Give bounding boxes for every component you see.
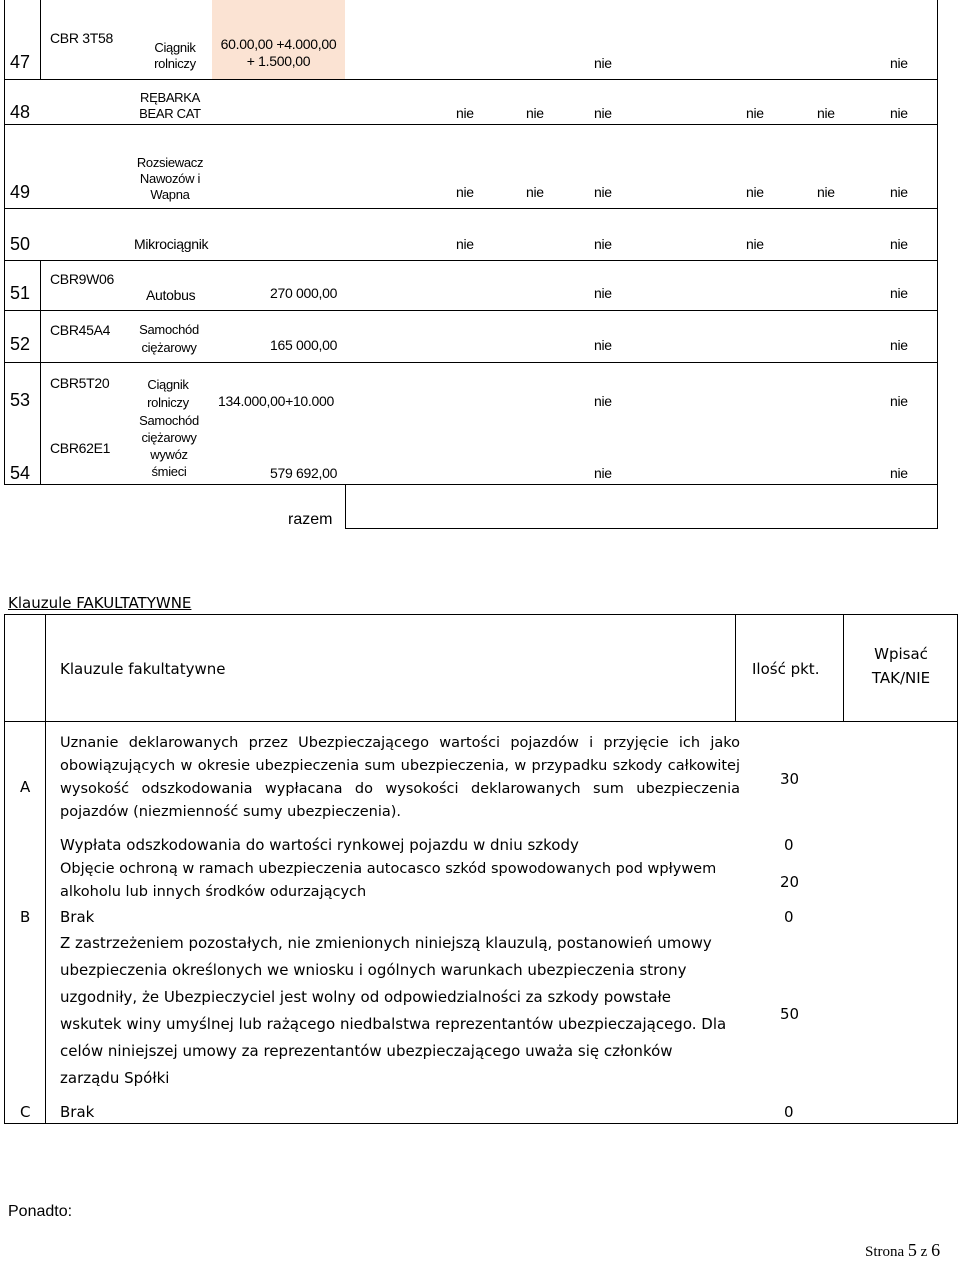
vehicle-type: RĘBARKA BEAR CAT [139, 90, 201, 121]
cell-nie: nie [594, 393, 612, 409]
cell-nie: nie [817, 105, 835, 121]
cell-nie: nie [890, 337, 908, 353]
row-number: 53 [10, 390, 31, 410]
cell-nie: nie [817, 184, 835, 200]
ponadto-label: Ponadto: [8, 1203, 73, 1220]
page-number [865, 1240, 940, 1261]
section-title: Klauzule FAKULTATYWNE [8, 594, 192, 612]
page-sep: z [920, 1244, 928, 1260]
cell-nie: nie [456, 105, 474, 121]
vehicle-type: Ciągnik rolniczy [154, 40, 196, 71]
clause-option-text: Brak [60, 908, 95, 926]
row-number: 48 [10, 102, 31, 122]
clause-option-text: Objęcie ochroną w ramach ubezpieczenia autocasco szkód spowodowanych pod wpływem alkoholu lub innych środków odurzających [60, 861, 717, 900]
cell-nie: nie [456, 184, 474, 200]
vehicle-value: 270 000,00 [270, 285, 338, 301]
vehicle-value: 165 000,00 [270, 337, 338, 353]
row-number: 49 [10, 182, 31, 202]
clause-option-text: Brak [60, 1103, 95, 1121]
registration-code: CBR45A4 [50, 322, 111, 338]
cell-nie: nie [594, 465, 612, 481]
vehicle-value: 134.000,00+10.000 [218, 393, 334, 409]
cell-nie: nie [456, 236, 474, 252]
clause-option-text: Uznanie deklarowanych przez Ubezpieczającego wartości pojazdów i przyjęcie ich jako obowiązujących w okresie ubezpieczenia sum ubezpieczenia, w przypadku szkody całkowitej wysokość odszkodowania wypłacana do wysokości deklarowanych sum ubezpieczenia pojazdów (niezmienność sumy ubezpieczenia). [60, 735, 740, 820]
cell-nie: nie [746, 105, 764, 121]
cell-nie: nie [890, 236, 908, 252]
page-prefix: Strona [865, 1244, 905, 1260]
page-current: 5 [907, 1240, 917, 1260]
cell-nie: nie [526, 184, 544, 200]
cell-nie: nie [746, 184, 764, 200]
cell-nie: nie [890, 105, 908, 121]
row-number: 52 [10, 334, 31, 354]
cell-nie: nie [890, 465, 908, 481]
clause-letter: C [20, 1103, 31, 1121]
registration-code: CBR9W06 [50, 271, 115, 287]
cell-nie: nie [594, 236, 612, 252]
cell-nie: nie [746, 236, 764, 252]
cell-nie: nie [594, 285, 612, 301]
clause-option-points: 0 [784, 1103, 794, 1121]
clause-option-text: Wypłata odszkodowania do wartości rynkowej pojazdu w dniu szkody [60, 836, 579, 854]
vehicle-type: Mikrociągnik [134, 236, 209, 252]
page-total: 6 [931, 1240, 941, 1260]
vehicle-type: Autobus [146, 287, 196, 303]
cell-nie: nie [594, 55, 612, 71]
clause-letter: B [20, 908, 31, 926]
row-number: 50 [10, 234, 31, 254]
vehicle-type: Samochód ciężarowy [139, 322, 199, 355]
clause-letter: A [20, 778, 31, 796]
cell-nie: nie [594, 105, 612, 121]
vehicle-value: 60.00,00 +4.000,00 + 1.500,00 [220, 36, 337, 69]
vehicle-value: 579 692,00 [270, 465, 338, 481]
row-number: 47 [10, 52, 31, 72]
clause-option-points: 30 [780, 770, 800, 788]
cell-nie: nie [890, 184, 908, 200]
clause-option-text: Z zastrzeżeniem pozostałych, nie zmienionych niniejszą klauzulą, postanowień umowy ubezpieczenia określonych we wniosku i ogólnych warunkach ubezpieczenia strony uzgodniły, że Ubezpieczyciel jest wolny od odpowiedzialności za szkody powstałe wskutek winy umyślnej lub rażącego niedbalstwa reprezentantów ubezpieczającego. Dla celów niniejszej umowy za reprezentantów ubezpieczającego uważa się członków zarządu Spółki [60, 934, 727, 1087]
cell-nie: nie [594, 184, 612, 200]
vehicle-type: Samochód ciężarowy wywóz śmieci [139, 413, 199, 479]
row-number: 51 [10, 283, 31, 303]
row-number: 54 [10, 463, 31, 483]
vehicle-type: Ciągnik rolniczy [147, 377, 189, 410]
cell-nie: nie [526, 105, 544, 121]
clauses-header-enter: Wpisać TAK/NIE [871, 645, 931, 687]
vehicle-type: Rozsiewacz Nawozów i Wapna [136, 155, 204, 202]
clauses-header-name: Klauzule fakultatywne [60, 660, 226, 678]
cell-nie: nie [890, 285, 908, 301]
clause-option-points: 0 [784, 836, 794, 854]
clause-option-points: 50 [780, 1005, 800, 1023]
registration-code: CBR5T20 [50, 375, 110, 391]
cell-nie: nie [890, 55, 908, 71]
registration-code: CBR62E1 [50, 440, 111, 456]
cell-nie: nie [890, 393, 908, 409]
total-label: razem [288, 511, 333, 528]
clause-option-points: 0 [784, 908, 794, 926]
clause-option-points: 20 [780, 873, 800, 891]
clauses-header-points: Ilość pkt. [752, 660, 820, 678]
registration-code: CBR 3T58 [50, 30, 113, 46]
cell-nie: nie [594, 337, 612, 353]
